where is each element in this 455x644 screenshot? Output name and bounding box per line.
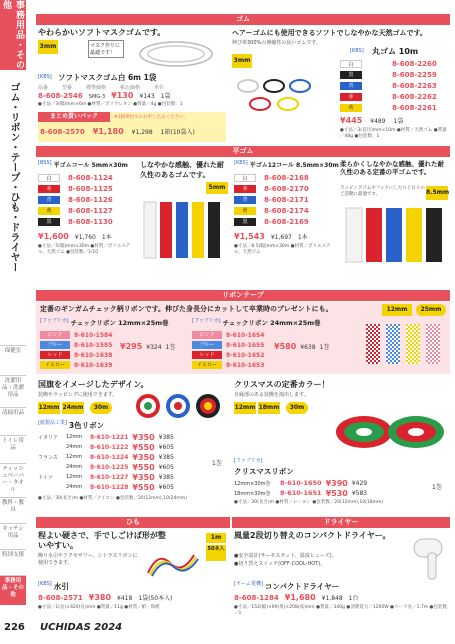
p2-color-row [340,102,448,113]
p4-color-name: 赤 [234,185,256,193]
p8-mizuhiki-image [144,549,202,577]
p1-width-badge: 3mm [38,40,58,54]
p5-a-code: 8-610-1638 [74,351,113,359]
p6-price: ¥550 [132,482,155,492]
p5-b-title: チェックリボン 24mm×25m巻 [222,319,321,327]
p5-b-price-row [274,342,329,351]
p2-color-list [340,58,448,113]
p4-color-code: 8-608-2171 [264,195,309,204]
p3-headline: しなやかな感触、優れた耐久性のあるゴムです。 [140,161,224,179]
p4-color-row [234,205,338,216]
p4-color-name: 黒 [234,218,256,226]
p5-a-code: 8-610-1639 [74,361,113,369]
table-row [38,442,228,452]
p5-b-code: 8-610-1652 [226,351,265,359]
p5-width-badge-1: 12mm [382,304,412,316]
p8-title-row [38,581,69,592]
p3-color-row [38,172,136,183]
p7-table [234,478,448,498]
p3-color-name: 黄 [38,207,60,215]
p4-title-row [234,160,339,169]
p9-title-row [234,581,339,592]
p2-title: 丸ゴム 10m [372,47,419,56]
p7-size: 18mm×30m巻 [234,490,271,497]
p6-length: 30m [90,402,112,414]
p2-price-row [340,116,403,125]
p3-note: ●寸法／5(幅)mm×30m ●材質／ポリエステル、天然ゴム ●包装数／1/10 [38,244,131,255]
p6-width: 12mm [66,474,83,480]
p7-unit: 1巻 [432,484,442,491]
p7-size: 12mm×30m巻 [234,480,271,487]
table-row [38,452,228,462]
p7-width-12: 12mm [234,402,256,414]
p6-price-tax: ¥605 [158,443,174,451]
p4-color-name: 青 [234,196,256,204]
p2-price: ¥445 [340,116,363,125]
p6-price: ¥350 [132,472,155,482]
p6-headline: 国旗をイメージしたデザイン。 [38,380,149,389]
p3-unit: 1本 [101,234,112,241]
p4-gomu-image [342,204,448,270]
p6-sub: 装飾やラッピングに使用できます。 [38,392,118,398]
p5-b-code: 8-610-1654 [226,331,265,339]
p3-color-code: 8-608-1130 [68,217,113,226]
p1-price: ¥130 [111,91,134,100]
p5-width-badge-2: 25mm [416,304,446,316]
p4-title: 平ゴム12コール 8.5mm×30m [249,162,339,169]
p8-tag: [KBS] [38,581,52,587]
p7-note: ●寸法／30(長さ)m ●材質／レーヨン ●包装数／20(12mm),10(18mm) [234,500,384,505]
p5-a-price-tax: ¥324 [146,344,162,351]
table-row [234,478,448,488]
p2-color-row [340,58,448,69]
p5-a-code: 8-610-1585 [74,341,113,349]
sidebar [0,0,26,644]
p5-ribbon-image [362,320,448,370]
p5-headline: 定番のギンガムチェック柄リボンです。伸びた身長分にカットして卒業時のプレゼントにも。 [40,305,333,313]
sidebar-tab-2[interactable]: 清掃用品 [0,407,26,435]
p9-code: 8-608-1284 [234,594,279,602]
sidebar-tab-5[interactable]: 教科・教具 [0,497,26,523]
p2-price-tax: ¥489 [370,118,386,125]
product-hiragomu-8mm [232,158,450,288]
p8-sub: 飾り水引やアクセサリー、シトラスリボンに使用できます。 [38,553,138,566]
p4-price: ¥1,543 [234,232,265,241]
product-christmas-ribbon [232,378,450,514]
p1-pack-unit: 1箱(10袋入) [160,129,195,136]
p6-price-tax: ¥385 [158,453,174,461]
p6-code: 8-610-1228 [90,483,129,491]
p5-b-row [192,350,342,360]
p1-col-tax: 税込価格 [120,85,141,91]
sidebar-category: 事務用品・その他 [1,0,24,70]
section-himo-bar: ひも [36,517,230,528]
p6-code: 8-610-1224 [90,453,129,461]
p6-country: フランス [38,454,58,461]
p4-price-tax: ¥1,697 [270,234,292,241]
p8-headline: 程よい硬さで、手でしごけば形が整いやすい。 [38,531,166,550]
p9-headline: 風量2段切り替えのコンパクトドライヤー。 [234,531,391,540]
p1-model: SMG-3 [88,94,106,100]
p6-width-24: 24mm [62,402,84,414]
p4-color-name: 白 [234,174,256,182]
p6-price: ¥550 [132,462,155,472]
p8-price: ¥380 [88,593,112,602]
p4-color-name: 黄 [234,207,256,215]
p5-b-color: イエロー [192,361,222,369]
p3-gomu-image [140,198,228,270]
p2-color-name: 青 [340,82,362,90]
p5-b-color: ブルー [192,341,222,349]
p4-color-code: 8-608-2169 [264,217,309,226]
sidebar-tab-0[interactable]: 保健室 [0,345,26,375]
p8-qty-badge: 50本入 [206,545,226,561]
p1-col-model: 型番 [62,85,73,91]
p2-color-code: 8-608-2261 [392,103,437,112]
p5-b-tag: [ファブリカ] [192,318,221,324]
p6-price-tax: ¥385 [158,433,174,441]
p3-color-code: 8-608-1125 [68,184,113,193]
p2-tag: [KBS] [350,48,364,54]
p3-price-tax: ¥1,760 [74,234,96,241]
sidebar-tab-4[interactable]: ティッシュペーパー・タオル [0,463,26,497]
p3-tag: [BSS] [38,160,52,166]
p7-title: クリスマスリボン [234,467,294,476]
sidebar-tab-6[interactable]: キッチン用品 [0,523,26,549]
p4-color-row [234,183,338,194]
p8-unit: 1袋(50本入) [138,595,173,602]
p2-color-code: 8-608-2262 [392,92,437,101]
p2-sub: 伸び率300%の伸縮性の良いゴムです。 [232,40,321,46]
p6-price: ¥350 [132,452,155,462]
p5-b-price: ¥580 [274,342,297,351]
product-mizuhiki [36,529,230,617]
p9-title: コンパクトドライヤー [264,582,340,591]
p8-note: ●寸法／1(長)×420(長)mm ●質量／11g ●材質／紙・和紙 [38,605,160,610]
p3-color-row [38,194,136,205]
p2-color-name: 赤 [340,93,362,101]
p7-price-tax: ¥583 [351,489,368,497]
page-number: 226 [4,622,25,633]
p7-length: 30m [286,402,308,414]
p4-color-list [234,172,338,227]
p6-width: 12mm [66,454,83,460]
p3-color-name: 黒 [38,218,60,226]
p3-color-row [38,183,136,194]
p2-color-name: 黄 [340,104,362,112]
section-dryer-bar: ドライヤー [232,517,450,528]
section-ribbon-bar: リボンテープ [36,290,450,301]
p9-tag: [オーム電機] [234,581,263,587]
p3-color-name: 白 [38,174,60,182]
p1-pack-box [38,112,226,142]
p6-price-tax: ¥385 [158,473,174,481]
p1-table-row [38,91,226,100]
p2-headline: ヘアーゴムにも使用できるソフトでしなやかな天然ゴムです。 [232,29,427,37]
p3-width-badge: 5mm [206,182,228,194]
p2-color-name: 黒 [340,71,362,79]
section-gomu-bar: ゴム [36,14,450,25]
p5-a-color: ピンク [40,331,70,339]
p5-a-color: イエロー [40,361,70,369]
p6-code: 8-610-1225 [90,463,129,471]
p6-width-12: 12mm [38,402,60,414]
p7-code: 8-610-1650 [280,479,322,487]
p5-b-code: 8-610-1655 [226,341,265,349]
p5-a-title: チェックリボン 12mm×25m巻 [70,319,169,327]
p6-table [38,432,228,492]
p1-col-price: 標準価格 [86,85,107,91]
p5-a-title-row [40,318,169,327]
p4-price-row [234,232,308,241]
p7-title-row [234,458,263,465]
p6-note: ●寸法／30(長さ)m ●材質／ナイロン ●包装数／20(12mm),10(24mm) [38,496,187,501]
p4-headline: 柔らかくしなやかな感触、優れた耐久性のある定番の平ゴムです。 [340,160,444,176]
product-3color-ribbon [36,378,230,514]
p5-a-price: ¥295 [120,342,143,351]
p5-b-price-tax: ¥638 [300,344,316,351]
p6-title: 3色リボン [68,421,105,430]
p1-callout: マスク作りに最適です！ [88,40,124,58]
p3-color-name: 赤 [38,185,60,193]
p3-price: ¥1,600 [38,232,69,241]
p9-price: ¥1,680 [284,593,316,602]
p4-tag: [KBS] [234,160,248,166]
p6-width: 12mm [66,434,83,440]
p8-table-row [38,593,172,602]
p1-code: 8-608-2546 [38,92,83,100]
p1-col-unit: 単位 [154,85,165,91]
p6-code: 8-610-1221 [90,433,129,441]
p2-color-row [340,69,448,80]
p9-dryer-image [408,533,448,585]
product-dryer [232,529,450,617]
p2-unit: 1袋 [393,118,404,125]
p2-color-code: 8-608-2260 [392,59,437,68]
p3-price-row [38,232,112,241]
table-row [38,482,228,492]
p1-unit: 1袋 [160,93,171,100]
p2-color-row [340,80,448,91]
p4-color-code: 8-608-2168 [264,173,309,182]
p5-a-tag: [ファブリカ] [40,318,69,324]
table-row [38,462,228,472]
p1-col-code: 品番 [38,85,49,91]
p3-color-list [38,172,136,227]
p5-a-color: ブルー [40,341,70,349]
p5-b-row [192,330,342,340]
p3-color-name: 青 [38,196,60,204]
p3-color-row [38,205,136,216]
p1-headline: やわらかいソフトマスクゴムです。 [38,28,166,37]
section-hiragomu-bar: 平ゴム [36,146,450,157]
p6-unit: 1巻 [212,460,222,467]
p4-color-row [234,194,338,205]
product-maru-gomu [230,26,450,144]
p7-sub: 自縁部のある装飾を演出します。 [234,392,309,398]
p1-pack-title: まとめ買いパック [38,112,110,122]
p6-code: 8-610-1227 [90,473,129,481]
sidebar-title: ゴム・リボン・テープ・ひも・ドライヤー [8,82,19,272]
p6-title-row [38,420,104,431]
p6-country: ドイツ [38,474,53,481]
p6-tag: [紙製品工業] [38,420,67,426]
p3-title: 平ゴムコール 5mm×30m [53,162,128,169]
p8-code: 8-608-2571 [38,594,83,602]
p6-country: イタリア [38,434,59,441]
p3-color-code: 8-608-1124 [68,173,113,182]
p4-unit: 1本 [297,234,308,241]
p7-width-18: 18mm [258,402,280,414]
p5-b-title-row [192,318,321,327]
p7-price-tax: ¥429 [351,479,368,487]
sidebar-tab-3[interactable]: トイレ用品 [0,435,26,463]
p8-price-tax: ¥418 [117,595,133,602]
p4-color-row [234,216,338,227]
p5-b-unit: 1巻 [319,344,330,351]
p7-code: 8-610-1651 [280,489,322,497]
p3-color-row [38,216,136,227]
sidebar-tab-7[interactable]: 特別支援 [0,549,26,575]
p9-table-row [234,593,358,602]
p1-note: ●寸法／3(幅)mm×6m ●材質／ポリウレタン ●質量／4g ●包装数：1 [38,102,183,107]
p1-pack-price: ¥1,180 [92,127,124,136]
product-soft-mask-gomu [36,26,226,144]
p1-table-header [38,84,226,91]
p7-ribbon-image [328,410,448,454]
p1-gomu-image [136,38,216,70]
p6-width: 24mm [66,464,83,470]
p6-price: ¥550 [132,442,155,452]
product-hiragomu-5mm [36,158,230,288]
table-row [38,432,228,442]
p5-b-color: レッド [192,351,222,359]
sidebar-tab-1[interactable]: 洗濯用品・洗濯用品 [0,375,26,407]
product-check-ribbon [36,302,450,374]
p3-color-code: 8-608-1126 [68,195,113,204]
p5-a-price-row [120,342,175,351]
p4-color-code: 8-608-2170 [264,184,309,193]
sidebar-tab-8[interactable]: 事務用品・その他 [0,575,26,605]
p7-price: ¥530 [325,488,348,498]
p7-tag: [ファブリカ] [234,458,263,464]
p6-code: 8-610-1222 [90,443,129,451]
p9-bullet-2: ●切り替えスイッチ(OFF-COOL-HOT)。 [234,561,326,567]
p6-price: ¥350 [132,432,155,442]
p8-title: 水引 [53,582,69,591]
p2-gomu-image [234,76,324,116]
p3-title-row [38,160,128,169]
p5-b-code: 8-610-1653 [226,361,265,369]
p4-color-code: 8-608-2174 [264,206,309,215]
p2-color-row [340,91,448,102]
p5-a-row [40,360,190,370]
brand-logo: UCHIDAS 2024 [40,622,123,633]
p2-color-name: 白 [340,60,362,68]
p9-price-tax: ¥1,848 [321,595,343,602]
p1-pack-price-tax: ¥1,298 [131,129,153,136]
p2-width-badge: 3mm [232,54,252,68]
p4-width-badge: 8.5mm [426,186,448,200]
p9-note: ●寸法／152(幅)×69(奥)×208(高)mm ●質量／340g ●消費電力／1200W ●コード長／1.7m ●包装数／1 [234,605,447,616]
p5-a-color: レッド [40,351,70,359]
p6-width: 24mm [66,444,83,450]
p1-tag: [KBS] [38,74,52,80]
p5-b-color: ピンク [192,331,222,339]
p5-a-code: 8-610-1584 [74,331,113,339]
p3-color-code: 8-608-1127 [68,206,113,215]
p5-b-row [192,360,342,370]
p1-title: ソフトマスクゴム白 6m 1袋 [58,73,157,82]
p1-pack-row [40,127,195,136]
p9-bullet-1: ●安全設計(サーモスタット、温度ヒューズ)。 [234,553,337,559]
p2-color-code: 8-608-2263 [392,81,437,90]
p6-ribbon-image [132,392,228,420]
table-row [38,472,228,482]
p1-pack-note: ※1箱単位でのお申し込みください。 [114,115,189,120]
p4-sub: ラッピングゴムやフックにしたりと日々のご活動に最適です。 [340,186,425,197]
p1-pack-code: 8-608-2570 [40,128,85,136]
p1-price-tax: ¥143 [139,93,155,100]
p6-price-tax: ¥605 [158,463,174,471]
p5-a-row [40,350,190,360]
p9-unit: 1台 [348,595,359,602]
p8-length-badge: 1m [206,533,226,543]
p7-headline: クリスマスの定番カラー！ [234,380,330,389]
p6-width: 24mm [66,484,83,490]
p4-color-row [234,172,338,183]
table-row [234,488,448,498]
p2-note: ●寸法／3(直径)mm×10m ●材質／天然ゴム ●質量／48g ●包装数：1 [340,128,447,139]
p4-note: ●寸法／8.5(幅)mm×30m ●材質／ポリエステル、天然ゴム [234,244,331,255]
p7-price: ¥390 [325,478,348,488]
p5-a-unit: 1巻 [165,344,176,351]
p6-price-tax: ¥605 [158,483,174,491]
p2-color-code: 8-608-2259 [392,70,437,79]
p5-a-row [40,330,190,340]
